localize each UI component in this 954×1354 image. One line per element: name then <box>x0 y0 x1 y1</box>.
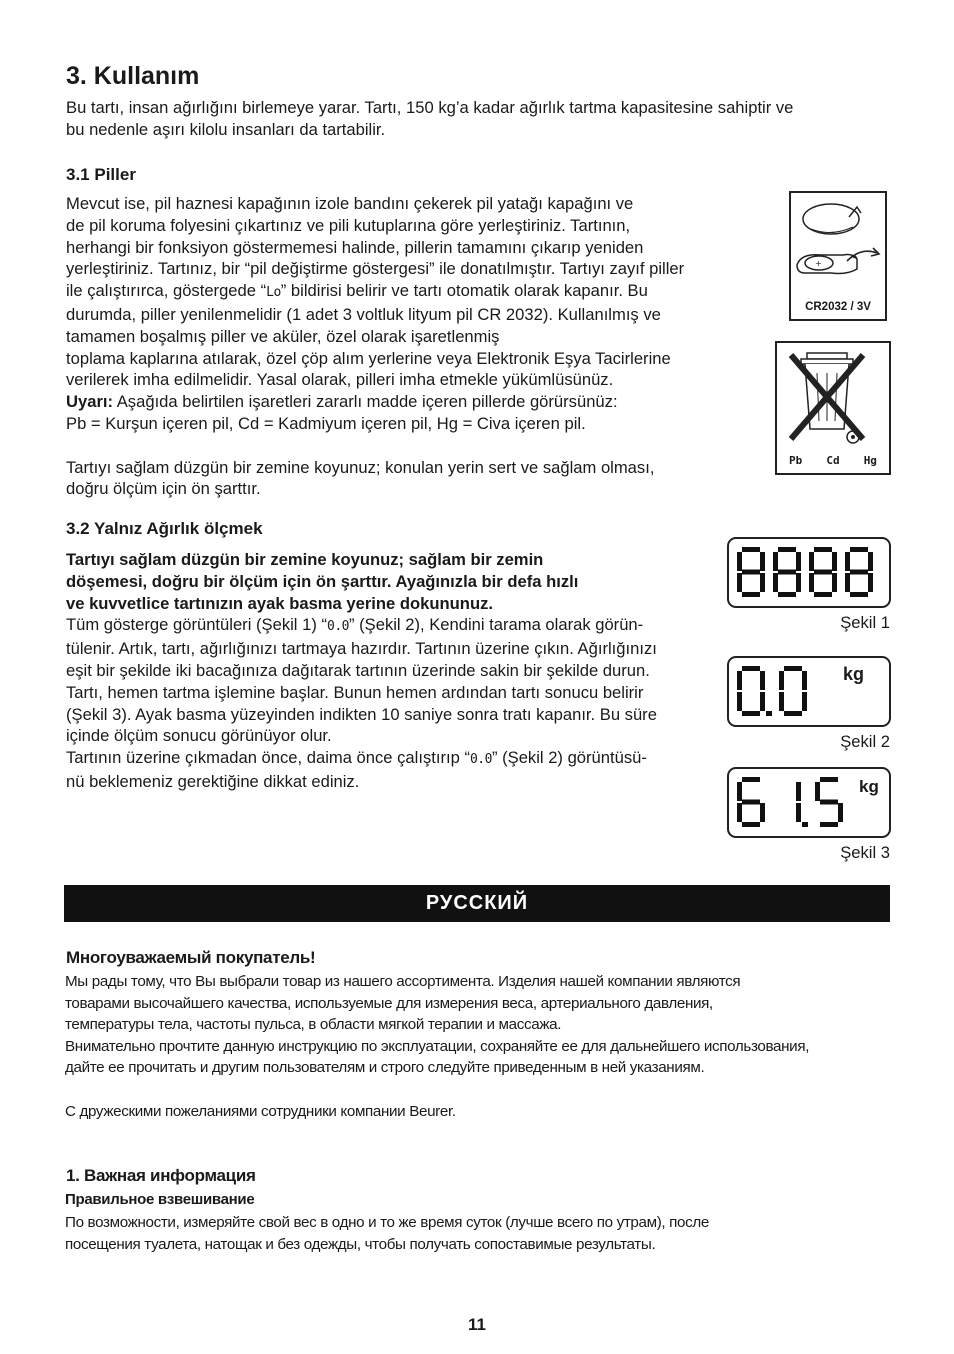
decimal-point <box>802 822 808 827</box>
important-heading: 1. Важная информация <box>66 1166 256 1185</box>
battery-label: CR2032 / 3V <box>805 301 871 313</box>
batteries-heading: 3.1 Piller <box>66 165 136 184</box>
segment-g <box>742 570 760 575</box>
segment-c <box>832 573 837 592</box>
segment-a <box>784 666 802 671</box>
text-line: Tartı, hemen tartma işlemine başlar. Bunun hemen ardından tartı sonucu belirir <box>66 682 644 702</box>
segment-b <box>832 552 837 571</box>
text-line: durumda, piller yenilenmelidir (1 adet 3 voltluk lityum pil CR 2032). Kullanılmış ve <box>66 304 661 324</box>
battery-icon <box>791 193 885 293</box>
display-code: 0.0 <box>327 619 349 635</box>
segment-g <box>850 570 868 575</box>
segment-d <box>814 592 832 597</box>
bin-label-hg: Hg <box>863 454 877 467</box>
battery-figure <box>789 191 887 321</box>
display-figure-2 <box>727 656 891 727</box>
segment-a <box>742 777 760 782</box>
text-line: tamamen boşalmış piller ve aküler, özel olarak işaretlenmiş <box>66 326 500 346</box>
segment-d <box>778 592 796 597</box>
disposal-figure <box>775 341 891 475</box>
warning-label: Uyarı: <box>66 392 114 412</box>
segment-a <box>814 547 832 552</box>
intro-paragraph-ru <box>65 971 809 1122</box>
svg-text:+: + <box>815 259 822 268</box>
segment-a <box>850 547 868 552</box>
text-line: Mevcut ise, pil haznesi kapağının izole bandını çekerek pil yatağı kapağını ve <box>66 194 634 213</box>
text-line: içinde ölçüm sonucu görünüyor olur. <box>66 726 332 746</box>
segment-f <box>779 671 784 690</box>
segment-b <box>760 671 765 690</box>
intro-line-2: bu nedenle aşırı kilolu insanları da tartabilir. <box>66 120 386 139</box>
segment-c <box>760 692 765 711</box>
bold-line: Tartıyı sağlam düzgün bir zemine koyunuz; sağlam bir zemin <box>66 550 544 569</box>
segment-d <box>742 822 760 827</box>
segment-c <box>760 573 765 592</box>
lo-code: Lo <box>266 285 281 301</box>
bold-line: döşemesi, doğru bir ölçüm için ön şarttır. Ayağınızla bir defa hızlı <box>66 571 579 591</box>
text-line-code: Tüm gösterge görüntüleri (Şekil 1) “0.0” (Şekil 2), Kendini tarama olarak görün- <box>66 615 644 635</box>
warning-line: Uyarı: Aşağıda belirtilen işaretleri zararlı madde içeren pillerde görürsünüz: <box>66 392 618 412</box>
figure-caption-1: Şekil 1 <box>840 613 890 632</box>
text-line: дайте ее прочитать и другим пользователям и строго следуйте приведенным в ней указаниям. <box>65 1059 705 1077</box>
segment-f <box>809 552 814 571</box>
figure-caption-3: Şekil 3 <box>840 843 890 862</box>
segment-f <box>815 782 820 801</box>
weighing-paragraph <box>66 549 657 793</box>
surface-line-2: doğru ölçüm için ön şarttır. <box>66 479 261 499</box>
unit-label: kg <box>859 777 879 796</box>
text-line: verilerek imha edilmelidir. Yasal olarak, pilleri imha etmekle yükümlüsünüz. <box>66 370 614 390</box>
text-line: de pil koruma folyesini çıkartınız ve pili kutuplarına göre yerleştiriniz. Tartının, <box>66 215 631 235</box>
text-line: По возможности, измеряйте свой вес в одно и то же время суток (лучше всего по утрам), после <box>65 1214 709 1231</box>
segment-b <box>796 782 801 801</box>
segment-f <box>773 552 778 571</box>
segment-g <box>778 570 796 575</box>
segment-display <box>729 658 889 725</box>
segment-e <box>737 692 742 711</box>
text-line-lo: ile çalıştırırca, göstergede “Lo” bildirisi belirir ve tartı otomatik olarak kapanır. Bu <box>66 281 648 301</box>
page-number: 11 <box>468 1315 486 1334</box>
display-code: 0.0 <box>469 752 492 768</box>
segment-e <box>809 573 814 592</box>
crossed-bin-icon <box>777 343 889 451</box>
segment-e <box>737 803 742 822</box>
segment-a <box>778 547 796 552</box>
display-figure-3 <box>727 767 891 838</box>
figure-caption-2: Şekil 2 <box>840 732 890 751</box>
text-line: eşit bir şekilde iki bacağınıza dağıtarak tartının üzerinde sakin bir şekilde durun. <box>66 660 650 680</box>
text-line: (Şekil 3). Ayak basma yüzeyinden indikten 10 saniye sonra tratı kapanır. Bu süre <box>66 704 657 724</box>
segment-g <box>820 800 838 805</box>
bold-line: ve kuvvetlice tartınızın ayak basma yerine dokununuz. <box>66 593 493 613</box>
important-paragraph <box>65 1212 709 1255</box>
greeting-heading: Многоуважаемый покупатель! <box>66 948 316 967</box>
segment-c <box>760 803 765 822</box>
surface-line-1: Tartıyı sağlam düzgün bir zemine koyunuz; konulan yerin sert ve sağlam olması, <box>66 457 655 477</box>
segment-c <box>868 573 873 592</box>
text-line: herhangi bir fonksiyon göstermemesi halinde, pillerin tamamını çıkarıp yeniden <box>66 237 644 257</box>
section-title: 3. Kullanım <box>66 62 200 90</box>
text-line: toplama kaplarına atılarak, özel çöp alım yerlerine veya Elektronik Eşya Tacirlerine <box>66 348 671 368</box>
bin-labels <box>777 454 889 467</box>
segment-display <box>729 539 889 606</box>
regards-line: С дружескими пожеланиями сотрудники компании Beurer. <box>65 1102 456 1120</box>
text-line: nü beklemeniz gerektiğine dikkat ediniz. <box>66 771 360 791</box>
segment-e <box>845 573 850 592</box>
segment-f <box>737 782 742 801</box>
segment-d <box>820 822 838 827</box>
segment-b <box>802 671 807 690</box>
weighing-heading: 3.2 Yalnız Ağırlık ölçmek <box>66 519 263 538</box>
text-line: посещения туалета, натощак и без одежды, чтобы получать сопоставимые результаты. <box>65 1235 656 1253</box>
text-line-code: Tartının üzerine çıkmadan önce, daima önce çalıştırıp “0.0” (Şekil 2) görüntüsü- <box>66 748 647 768</box>
text-line: Мы рады тому, что Вы выбрали товар из нашего ассортимента. Изделия нашей компании являются <box>65 973 741 990</box>
segment-d <box>742 711 760 716</box>
segment-f <box>737 671 742 690</box>
bin-label-pb: Pb <box>789 454 803 467</box>
batteries-paragraph <box>66 193 684 500</box>
text-line: yerleştiriniz. Tartınız, bir “pil değiştirme göstergesi” ile donatılmıştır. Tartıyı zayıf piller <box>66 259 685 279</box>
text-line: температуры тела, частоты пульса, в области мягкой терапии и массажа. <box>65 1016 562 1034</box>
segment-a <box>742 547 760 552</box>
text-line: Внимательно прочтите данную инструкцию по эксплуатации, сохраняйте ее для дальнейшего использования, <box>65 1037 810 1055</box>
segment-g <box>814 570 832 575</box>
segment-c <box>796 803 801 822</box>
decimal-point <box>766 711 772 716</box>
segment-d <box>742 592 760 597</box>
segment-d <box>850 592 868 597</box>
display-figure-1 <box>727 537 891 608</box>
language-banner: РУССКИЙ <box>64 885 890 922</box>
segment-d <box>784 711 802 716</box>
subheading: Правильное взвешивание <box>65 1191 255 1208</box>
segment-b <box>760 552 765 571</box>
segment-f <box>737 552 742 571</box>
unit-label: kg <box>843 664 865 684</box>
segment-c <box>838 803 843 822</box>
segment-e <box>737 573 742 592</box>
bin-label-cd: Cd <box>826 454 840 467</box>
chemicals-line: Pb = Kurşun içeren pil, Cd = Kadmiyum içeren pil, Hg = Civa içeren pil. <box>66 413 586 433</box>
segment-e <box>779 692 784 711</box>
segment-g <box>742 800 760 805</box>
text-line: товарами высочайшего качества, используемые для измерения веса, артериального давления, <box>65 994 713 1012</box>
segment-c <box>796 573 801 592</box>
intro-line-1: Bu tartı, insan ağırlığını birlemeye yarar. Tartı, 150 kg’a kadar ağırlık tartma kapasitesine sahiptir ve <box>66 98 794 117</box>
segment-a <box>820 777 838 782</box>
segment-c <box>802 692 807 711</box>
segment-e <box>773 573 778 592</box>
segment-b <box>868 552 873 571</box>
segment-f <box>845 552 850 571</box>
segment-b <box>796 552 801 571</box>
text-line: tülenir. Artık, tartı, ağırlığınızı tartmaya hazırdır. Tartının üzerine çıkın. Ağırlığınızı <box>66 639 657 659</box>
segment-a <box>742 666 760 671</box>
